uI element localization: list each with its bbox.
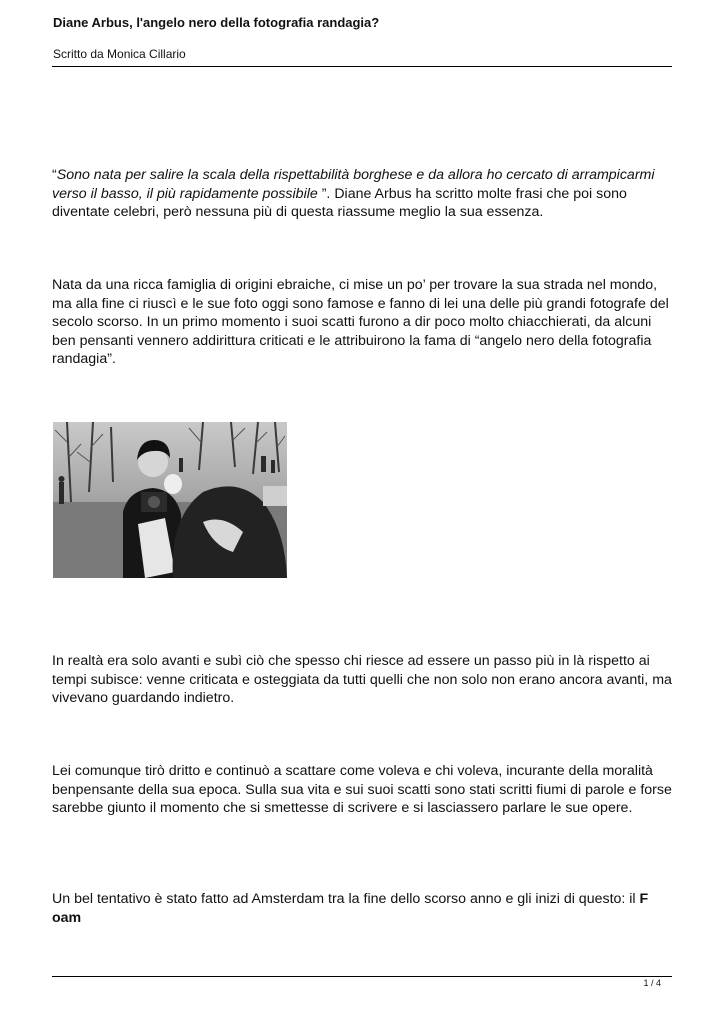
page-number: 1 / 4	[643, 978, 661, 988]
open-quote-mark: “	[52, 167, 57, 183]
author-line: Scritto da Monica Cillario	[53, 47, 186, 61]
arbus-quote: Sono nata per salire la scala della rispettabilità borghese e da allora ho cercato di arrampicarmi verso il basso, il più rapidamente possibile	[52, 167, 655, 202]
document-title: Diane Arbus, l'angelo nero della fotografia randagia?	[53, 15, 380, 30]
body-paragraph-amsterdam	[52, 890, 674, 927]
body-paragraph-legacy: Lei comunque tirò dritto e continuò a scattare come voleva e chi voleva, incurante della moralità benpensante della sua epoca. Sulla sua vita e sui suoi scatti sono stati scritti fiumi di parole e forse sarebbe giunto il momento che si smettesse di scrivere e si lasciassero parlare le sue opere.	[52, 763, 672, 817]
article-photo	[53, 422, 287, 578]
amsterdam-text: Un bel tentativo è stato fatto ad Amsterdam tra la fine dello scorso anno e gli inizi di questo: il	[52, 891, 640, 907]
intro-paragraph-text: ”. Diane Arbus ha scritto molte frasi che poi sono diventate celebri, però nessuna più di questa riassume meglio la sua essenza.	[52, 185, 627, 221]
biography-paragraph: Nata da una ricca famiglia di origini ebraiche, ci mise un po’ per trovare la sua strada nel mondo, ma alla fine ci riuscì e le sue foto oggi sono famose e fanno di lei una delle più grandi fotografe del secolo scorso. In un primo momento i suoi scatti furono a dir poco molto chiacchierati, da alcuni ben pensanti vennero addirittura criticati e le attribuirono la fama di “angelo nero della fotografia randagia”.	[52, 277, 669, 368]
header-divider	[52, 66, 672, 67]
foam-bold-text: F oam	[52, 891, 649, 926]
footer-divider	[52, 976, 672, 977]
intro-paragraph	[52, 166, 674, 222]
body-paragraph-ahead-of-time: In realtà era solo avanti e subì ciò che spesso chi riesce ad essere un passo più in là rispetto ai tempi subisce: venne criticata e osteggiata da tutti quelli che non solo non erano ancora avanti, ma vivevano guardando indietro.	[52, 653, 672, 707]
